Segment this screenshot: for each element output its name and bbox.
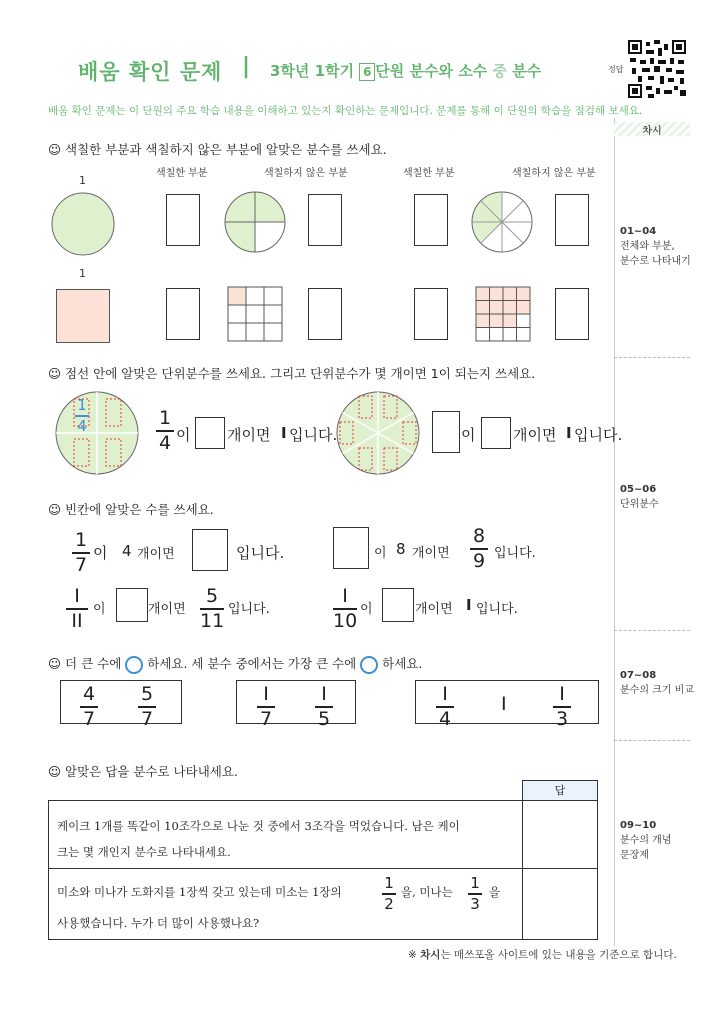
question-text: 점선 안에 알맞은 단위분수를 쓰세요. 그리고 단위분수가 몇 개이면 1이 되는지 쓰세요. <box>65 366 536 381</box>
sidebar-separator <box>614 357 690 358</box>
question-text: 하세요. 세 분수 중에서는 가장 큰 수에 <box>147 656 357 671</box>
numerator: 5 <box>206 585 219 607</box>
footer-bold: 차시 <box>420 949 441 961</box>
denominator: 7 <box>140 707 154 730</box>
unit-fraction-circle-6 <box>335 390 421 476</box>
fraction <box>200 587 224 631</box>
sidebar-item <box>620 668 694 698</box>
particle-text: 이 <box>176 426 191 444</box>
text-is: 입니다. <box>228 602 270 617</box>
sidebar-item-desc: 단위분수 <box>620 499 659 510</box>
denominator: 5 <box>317 707 331 730</box>
answer-box[interactable] <box>432 411 460 453</box>
answer-box[interactable] <box>308 194 342 246</box>
whole-number[interactable]: I <box>501 693 507 715</box>
text-makes: 개이면 <box>513 426 557 444</box>
numerator: 1 <box>470 874 480 892</box>
table-row-divider <box>48 868 597 869</box>
smile-icon: ☺ <box>48 366 62 381</box>
grid-3x3 <box>227 286 283 342</box>
answer-box[interactable] <box>192 529 228 571</box>
whole-label: 1 <box>79 174 86 187</box>
problem-text: 크는 몇 개인지 분수로 나타내세요. <box>57 845 231 859</box>
denominator: 3 <box>555 707 569 730</box>
denominator: 9 <box>472 549 486 572</box>
label-unshaded: 색칠하지 않은 부분 <box>264 168 348 179</box>
problem-text: 사용했습니다. 누가 더 많이 사용했나요? <box>57 916 260 930</box>
fraction[interactable] <box>436 685 454 729</box>
quarter-circle <box>223 190 287 254</box>
text-is: 입니다. <box>574 426 623 444</box>
numerator: I <box>74 585 80 607</box>
fraction[interactable] <box>257 685 275 729</box>
footer-note <box>408 947 677 962</box>
numerator: 5 <box>140 683 154 705</box>
denominator: 4 <box>77 416 87 435</box>
word-problem-1 <box>57 813 519 865</box>
part-text: 분수 <box>512 62 542 80</box>
numerator: 8 <box>472 525 486 547</box>
sidebar-divider <box>614 118 615 946</box>
qr-code-icon[interactable] <box>628 40 686 98</box>
numerator: 1 <box>74 529 88 551</box>
sidebar-item-range: 05~06 <box>620 484 657 495</box>
compare-box[interactable] <box>236 680 356 724</box>
numerator: 1 <box>384 874 394 892</box>
numerator: 1 <box>77 396 87 414</box>
problem-text: 을 <box>489 885 501 899</box>
answer-column-header: 답 <box>522 780 598 801</box>
footer-text: 는 매쓰포올 사이트에 있는 내용을 기준으로 합니다. <box>440 949 677 961</box>
unit-text: 단원 분수와 소수 <box>375 62 488 80</box>
sidebar-item <box>620 818 671 863</box>
answer-box[interactable] <box>308 288 342 340</box>
fraction[interactable] <box>315 685 333 729</box>
sidebar-item-desc: 전체와 부분, <box>620 241 675 252</box>
sidebar-item-range: 07~08 <box>620 670 657 681</box>
label-unshaded: 색칠하지 않은 부분 <box>512 168 596 179</box>
particle-text: 이 <box>93 544 108 562</box>
answer-cell[interactable] <box>523 801 595 867</box>
fraction <box>333 587 357 631</box>
denominator: 2 <box>384 894 394 913</box>
title-separator: | <box>242 54 251 79</box>
smile-icon: ☺ <box>48 656 62 671</box>
answer-cell[interactable] <box>523 869 595 938</box>
sidebar-item-range: 01~04 <box>620 226 657 237</box>
sidebar-separator <box>614 630 690 631</box>
whole-circle <box>50 191 116 257</box>
fraction[interactable] <box>80 685 98 729</box>
problem-text: 케이크 1개를 똑같이 10조각으로 나눈 것 중에서 3조각을 먹었습니다. 남은 케이 <box>57 819 460 833</box>
question-3 <box>48 500 214 518</box>
smile-icon: ☺ <box>48 502 62 517</box>
count-value: 4 <box>122 542 132 560</box>
fraction[interactable] <box>138 685 156 729</box>
denominator: 10 <box>333 609 358 632</box>
text-one: I <box>466 596 472 614</box>
text-makes: 개이면 <box>148 602 186 617</box>
circle-mark-icon <box>125 656 143 674</box>
fraction <box>66 587 88 631</box>
sidebar-item-desc: 분수의 개념 <box>620 835 672 846</box>
denominator: 7 <box>74 553 88 576</box>
question-1 <box>48 140 387 158</box>
text-is: 입니다. <box>494 546 536 561</box>
circle-mark-icon <box>360 656 378 674</box>
answer-box[interactable] <box>414 288 448 340</box>
answer-box[interactable] <box>414 194 448 246</box>
denominator: 4 <box>158 431 172 454</box>
fraction[interactable] <box>553 685 571 729</box>
answer-box[interactable] <box>166 288 200 340</box>
particle-text: 이 <box>360 602 373 617</box>
answer-label: 정답 <box>608 65 624 74</box>
unit-fraction-circle-4 <box>54 390 140 476</box>
answer-box[interactable] <box>481 417 511 449</box>
whole-square <box>56 289 110 343</box>
text-makes: 개이면 <box>137 547 175 562</box>
numerator: I <box>342 585 348 607</box>
unit-number: 6 <box>359 63 375 81</box>
sidebar-item-desc: 분수의 크기 비교 <box>620 685 694 696</box>
numerator: I <box>321 683 327 705</box>
unit-subtitle <box>270 60 541 81</box>
sidebar-title: 차시 <box>614 122 690 136</box>
fraction <box>468 876 482 912</box>
fraction <box>470 527 488 571</box>
particle-text: 이 <box>93 602 106 617</box>
sidebar-separator <box>614 740 690 741</box>
denominator: 7 <box>82 707 96 730</box>
part-label: 중 <box>492 62 507 80</box>
particle-text: 이 <box>461 426 476 444</box>
answer-box[interactable] <box>555 194 589 246</box>
grid-4x4 <box>475 286 531 342</box>
numerator: I <box>559 683 565 705</box>
count-value: 8 <box>396 540 406 558</box>
text-makes: 개이면 <box>415 602 453 617</box>
answer-box[interactable] <box>555 288 589 340</box>
text-is: 입니다. <box>476 602 518 617</box>
sidebar-item <box>620 482 659 512</box>
eighths-circle <box>470 190 534 254</box>
question-text: 빈칸에 알맞은 수를 쓰세요. <box>65 502 214 517</box>
text-makes: 개이면 <box>412 546 450 561</box>
question-text: 더 큰 수에 <box>65 656 122 671</box>
compare-box[interactable] <box>60 680 182 724</box>
label-shaded: 색칠한 부분 <box>403 168 455 179</box>
smile-icon: ☺ <box>48 764 62 779</box>
text-is: 입니다. <box>236 544 285 562</box>
numerator: I <box>442 683 448 705</box>
question-2 <box>48 364 535 382</box>
whole-label: 1 <box>79 267 86 280</box>
fraction <box>382 876 396 912</box>
text-makes: 개이면 <box>227 426 271 444</box>
sidebar-item-range: 09~10 <box>620 820 657 831</box>
answer-box[interactable] <box>382 588 414 622</box>
question-5 <box>48 762 238 780</box>
grade-label: 3학년 1학기 <box>270 62 355 80</box>
numerator: 4 <box>82 683 96 705</box>
denominator: II <box>71 609 83 632</box>
fraction <box>156 409 174 453</box>
numerator: I <box>263 683 269 705</box>
note-mark: ※ <box>408 949 417 961</box>
particle-text: 이 <box>374 546 387 561</box>
problem-text: 미소와 미나가 도화지를 1장씩 갖고 있는데 미소는 1장의 <box>57 885 342 899</box>
answer-box[interactable] <box>116 588 148 622</box>
question-text: 색칠한 부분과 색칠하지 않은 부분에 알맞은 분수를 쓰세요. <box>65 142 387 157</box>
label-shaded: 색칠한 부분 <box>156 168 208 179</box>
answer-box[interactable] <box>166 194 200 246</box>
answer-box[interactable] <box>333 527 369 569</box>
denominator: 3 <box>470 894 480 913</box>
sidebar-item <box>620 224 691 269</box>
sidebar-item-desc: 문장제 <box>620 850 649 861</box>
intro-text: 배움 확인 문제는 이 단원의 주요 학습 내용을 이해하고 있는지 확인하는 문제입니다. 문제를 통해 이 단원의 학습을 점검해 보세요. <box>48 105 643 117</box>
inner-fraction <box>75 398 89 434</box>
smile-icon: ☺ <box>48 142 62 157</box>
problem-text: 을, 미나는 <box>401 885 453 899</box>
denominator: 4 <box>438 707 452 730</box>
numerator: 1 <box>158 407 172 429</box>
question-text: 알맞은 답을 분수로 나타내세요. <box>65 764 238 779</box>
text-is: 입니다. <box>289 426 338 444</box>
answer-box[interactable] <box>195 417 225 449</box>
denominator: 11 <box>200 609 225 632</box>
denominator: 7 <box>259 707 273 730</box>
question-4 <box>48 654 422 674</box>
text-one: I <box>566 424 572 442</box>
question-text: 하세요. <box>382 656 423 671</box>
text-one: I <box>281 424 287 442</box>
page-title: 배움 확인 문제 <box>78 60 223 84</box>
fraction <box>72 531 90 575</box>
sidebar-item-desc: 분수로 나타내기 <box>620 256 691 267</box>
